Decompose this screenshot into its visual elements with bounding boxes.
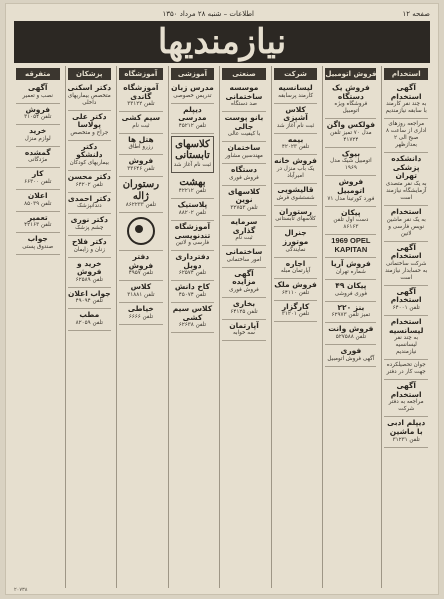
classified-ad: [16, 82, 60, 104]
classified-ad: [171, 303, 215, 333]
classified-ad: [222, 142, 266, 164]
ad-body: رزرو اطاق: [128, 144, 154, 151]
logo-icon: [127, 217, 155, 245]
ad-title: دکتر نوری: [70, 215, 108, 225]
ad-title: 1969 OPEL KAPITAN: [331, 236, 371, 254]
ad-title: فروش اتومبیل: [337, 177, 365, 196]
ad-title: دیپلم مدرسی: [178, 104, 207, 123]
ad-title: سیم کشی: [121, 113, 161, 123]
ad-title: موسسه ساختمانی: [225, 83, 263, 101]
ad-title: دفتر فروش: [128, 252, 154, 270]
classified-ad: [325, 119, 376, 148]
classified-ad: [384, 82, 428, 119]
ad-title: رستوران ژاله: [122, 179, 160, 202]
classified-ad: [325, 280, 376, 302]
ad-title: فوری: [340, 345, 362, 355]
classified-ad: [384, 286, 428, 316]
ad-body: نصب و تعمیر: [22, 92, 53, 99]
ad-title: رستوران: [279, 206, 312, 216]
ad-body: تلفن ۴۵۰۷۴: [178, 292, 207, 299]
ad-body: به چند نفر لیسانسیه نیازمندیم: [394, 335, 419, 356]
classified-ad: [325, 345, 376, 367]
classified-ad: [222, 112, 266, 142]
ad-body: لوازم منزل: [24, 135, 51, 142]
ad-body: به یک نفر متصدی آزمایشگاه نیازمند است: [385, 181, 427, 201]
classified-ad: [16, 168, 60, 190]
ad-title: فروش آریا: [331, 259, 371, 269]
ad-body: ثبت نام آغاز شد: [173, 161, 212, 168]
ad-body: جراح و متخصص: [70, 129, 109, 136]
ad-body: بیماریهای کودکان: [69, 160, 109, 167]
classified-columns: [14, 66, 430, 588]
ad-body: تلفن ۶۲۵۸۹: [75, 276, 103, 283]
classified-ad: [68, 141, 112, 171]
ad-body: فروشگاه ویژه اتومبیل: [334, 101, 368, 115]
classified-ad: [68, 171, 112, 193]
classified-ad: [16, 212, 60, 234]
ad-title: کلاس آشپزی: [283, 104, 308, 123]
column-header: آموزشی: [171, 68, 215, 80]
classified-ad: [325, 258, 376, 280]
classified-ad: [119, 303, 163, 325]
ad-title: آموزشگاه گاندی: [123, 83, 159, 101]
ad-title: جواب: [27, 234, 48, 244]
classified-ad: [384, 153, 428, 206]
classified-ad: [222, 82, 266, 112]
ad-body: زنان و زایمان: [73, 246, 105, 253]
classified-ad: [274, 258, 318, 280]
classified-ad: [119, 155, 163, 177]
ad-title: فروش: [25, 104, 51, 114]
ad-body: تلفن ۶۶۶۶: [128, 313, 154, 320]
ad-title: آگهی استخدام: [390, 381, 422, 399]
ad-body: دندانپزشک: [77, 203, 102, 210]
column-header: پزشکان: [68, 68, 112, 80]
classified-ad: [384, 119, 428, 153]
ad-title: دکتر محسن: [67, 172, 111, 182]
classified-ad: [274, 184, 318, 206]
classified-ad: [274, 134, 318, 156]
ad-title: دکتر اسکنی: [67, 83, 112, 92]
ad-title: اجاره: [285, 258, 306, 268]
ad-title: دیپلم ادبی با ماشین: [387, 418, 426, 437]
classified-ad: [171, 104, 215, 134]
ad-body: تلفن ۶۴۱۱۰: [281, 289, 310, 296]
ad-body: تلفن ۶۴۲۰۲: [75, 181, 103, 188]
classified-ad: [222, 164, 266, 186]
ad-title: آگهی استخدام: [390, 286, 422, 305]
classified-ad: [171, 136, 215, 173]
ad-body: تلفن ۳۱۲۳۱: [392, 436, 420, 443]
classified-ad: [119, 112, 163, 134]
classified-ad: [222, 268, 266, 298]
page-header-line: [14, 8, 430, 20]
ad-title: بهشت: [179, 176, 206, 188]
ad-title: بیوک: [341, 148, 361, 158]
classified-ad: [222, 298, 266, 320]
ad-body: آگهی فروش اتومبیل: [327, 355, 375, 362]
classified-ad: [325, 235, 376, 258]
classified-ad: [68, 82, 112, 111]
ad-title: هتل ها: [128, 134, 154, 144]
ad-title: بنز ۲۲۰: [337, 302, 365, 312]
ad-title: قالیشویی: [277, 185, 314, 195]
classified-ad: [325, 82, 376, 119]
classified-ad: [16, 190, 60, 212]
classified-ad: [68, 288, 112, 310]
classified-ad: [16, 104, 60, 126]
ad-body: مژدگانی: [28, 157, 48, 164]
column-2: [322, 66, 378, 588]
ad-body: صد دستگاه: [230, 101, 258, 108]
classified-ad: [325, 207, 376, 236]
classified-ad: [384, 316, 428, 360]
ad-title: آگهی مزایده: [232, 268, 256, 287]
ad-title: فولکس واگن: [326, 120, 376, 130]
ad-body: تلفن ۳۱۰۵۴: [24, 114, 52, 121]
ad-title: گمشده: [24, 147, 51, 157]
ad-title: ساختمانی: [225, 247, 263, 257]
classified-ad: [68, 309, 112, 331]
column-8: [14, 66, 62, 588]
ad-body: جوان تحصیلکرده جهت کار در دفتر: [386, 362, 426, 376]
ad-body: یک باب منزل در امیرآباد: [276, 166, 315, 180]
classified-ad: [384, 242, 428, 286]
ad-body: تلفن ۸۸۲۰۲: [178, 209, 207, 216]
ad-body: صندوق پستی: [22, 243, 54, 250]
ad-title: پیکان ۴۹: [335, 281, 367, 291]
ad-title: آگهی استخدام: [390, 242, 422, 261]
ad-title: بیمه: [287, 134, 304, 144]
ad-title: دانشکده پزشکی تهران: [391, 154, 422, 181]
ad-body: مراجعه به دفتر شرکت: [388, 399, 424, 413]
classified-ad: [68, 193, 112, 215]
date-line: اطلاعات – شنبه ۲۸ مرداد ۱۳۵۰: [162, 10, 254, 18]
ad-title: دکتر دلنشکو: [76, 141, 103, 160]
ad-body: ثبت نام: [235, 235, 253, 242]
ad-title: آموزشگاه تندنویسی: [174, 221, 211, 240]
ad-title: استخدام: [390, 206, 422, 216]
ad-title: دکتر احمدی: [67, 193, 111, 203]
ad-body: تلفن ۸۵۰۳۹: [24, 200, 52, 207]
classified-ad: [274, 279, 318, 301]
ad-body: به چند نفر کارمند با سابقه نیازمندیم: [385, 101, 427, 115]
classified-ad: [325, 302, 376, 324]
classified-ad: [274, 82, 318, 104]
masthead: نیازمندیها: [14, 21, 430, 63]
ad-body: فروش فوری: [229, 287, 259, 294]
column-header: استخدام: [384, 68, 428, 80]
ad-title: آپارتمان: [229, 320, 259, 330]
ad-title: کلاس سیم کشی: [172, 304, 213, 322]
column-header: متفرقه: [16, 68, 60, 80]
classified-ad: [384, 360, 428, 380]
classified-ad: [68, 236, 112, 258]
ad-title: کلاسهای تابستانی: [175, 138, 210, 162]
ad-title: کار: [31, 169, 44, 179]
classified-ad: [274, 301, 318, 323]
ad-title: استخدام لیسانسیه: [389, 317, 424, 335]
column-header: شرکت: [274, 68, 318, 80]
ad-body: تدریس خصوصی: [173, 92, 212, 99]
ad-body: نمایندگی: [285, 246, 306, 253]
ad-title: دکتر فلاح: [72, 236, 107, 246]
column-7: [65, 66, 114, 588]
ad-title: دستگاه: [231, 165, 257, 175]
column-3: [271, 66, 320, 588]
column-5: [168, 66, 217, 588]
classified-ad: [222, 320, 266, 342]
ad-body: اتومبیل شیک مدل ۱۹۶۹: [330, 158, 372, 172]
ad-body: تلفن ۴۵۲۱۲: [178, 122, 207, 129]
ad-title: خرید: [29, 126, 47, 136]
ad-body: به یک نفر ماشین نویس فارسی و لاتین: [386, 216, 426, 237]
classified-ad: [119, 82, 163, 112]
ad-title: مطب: [79, 310, 100, 320]
column-header: آموزشگاه: [119, 68, 163, 80]
ad-body: با کیفیت عالی: [227, 131, 261, 138]
ad-body: تلفن ۳۲۷۵۳: [230, 204, 258, 211]
ad-body: تلفن ۶۴۱۲۵: [230, 308, 258, 315]
ad-body: فروش فوری: [229, 174, 259, 181]
ad-title: اعلان: [27, 191, 48, 201]
ad-body: متخصص بیماریهای داخلی: [67, 92, 111, 106]
ad-body: فورد کورتینا مدل ۷۱: [327, 195, 375, 202]
classified-ad: [68, 111, 112, 141]
classified-ad: [222, 246, 266, 268]
classified-ad: [384, 380, 428, 417]
ad-title: کلاسهای نوین: [227, 186, 261, 205]
ad-body: تلفن ۸۲۰۵۹: [75, 319, 103, 326]
column-header: صنعتی: [222, 68, 266, 80]
ad-title: فروش ملک: [274, 280, 317, 290]
ad-title: ساختمان: [227, 143, 261, 153]
ad-title: فروش: [128, 156, 154, 166]
ad-title: سرمایه گذاری: [230, 216, 258, 235]
ad-title: خرید و فروش: [77, 258, 102, 277]
ad-body: تلفن ۳۳۱۲۲: [127, 101, 155, 108]
ad-title: مدرس زبان: [171, 83, 214, 92]
footer-text: ۲۰۷۳۸: [14, 587, 28, 593]
classified-ad: [222, 216, 266, 246]
classified-ad: [119, 251, 163, 281]
ad-title: لیسانسیه: [278, 83, 313, 92]
ad-title: دکتر علی پولاسا: [72, 111, 107, 130]
ad-body: فوری فروشی: [334, 290, 367, 297]
ad-body: دست اول تلفن ۸۶۱۶۳: [333, 217, 369, 231]
ad-body: تلفن ۵۲۷۵۸۸: [335, 333, 367, 340]
column-4: [219, 66, 268, 588]
ad-title: تعمیر: [27, 212, 48, 222]
ad-body: کارمند پرسابقه: [278, 92, 313, 99]
ad-body: ثبت نام آغاز شد: [276, 122, 315, 129]
column-6: [116, 66, 165, 588]
ad-title: خیاطی: [127, 303, 154, 313]
ad-body: تلفن ۴۲۲۱۲: [178, 188, 207, 195]
ad-body: مهندسین مشاور: [225, 153, 263, 160]
classified-ad: [325, 176, 376, 206]
ad-body: آپارتمان مبله: [280, 268, 311, 275]
classified-ad: [171, 199, 215, 221]
ad-body: شستشوی فرش: [276, 194, 315, 201]
ad-title: بانو پوست جالی: [224, 113, 264, 131]
ad-body: تلفن ۴۹۰۹۴: [75, 298, 103, 305]
ad-body: تلفن ۶۲۵۷۴: [178, 270, 207, 277]
ad-title: آگهی: [27, 83, 48, 92]
classified-ad: [171, 82, 215, 104]
classified-ad: [16, 125, 60, 147]
ad-body: تلفن ۶۶۳۰۰: [24, 179, 52, 186]
ad-title: کلاس: [130, 282, 152, 292]
ad-body: سه خوابه: [233, 330, 255, 337]
ad-title: پیکان: [341, 207, 361, 217]
classified-ad: [171, 221, 215, 251]
classified-ad: [325, 148, 376, 177]
ad-body: تلفن ۶۲۶۳۸: [178, 322, 207, 329]
ad-body: تمیز تلفن ۶۲۹۷۳: [331, 312, 371, 319]
classified-ad: [171, 175, 215, 199]
page-number: صفحه ۱۲: [402, 10, 430, 18]
ad-body: تلفن ۳۳۶۴۶: [127, 166, 155, 173]
ad-title: فروش وانت: [328, 324, 374, 334]
ad-title: جنرال موتورز: [282, 228, 309, 246]
classified-ad: [119, 281, 163, 303]
ad-body: امور ساختمانی: [226, 256, 262, 263]
classified-ad: [119, 213, 163, 251]
ad-body: شرکت ساختمانی به حسابدار نیازمند است: [385, 260, 428, 281]
ad-body: چشم پزشک: [75, 224, 104, 231]
ad-body: تلفن ۴۲۱۶۳: [24, 222, 52, 229]
ad-body: ثبت نام: [132, 122, 150, 129]
ad-title: جواب اعلان: [67, 288, 111, 298]
newspaper-page: [6, 4, 438, 594]
ad-body: مدل ۷۰ تمیز تلفن ۴۱۷۲۴: [330, 129, 372, 143]
classified-ad: [68, 258, 112, 288]
classified-ad: [274, 227, 318, 257]
ad-title: کارگزار: [281, 301, 310, 311]
ad-title: کاخ دانش: [174, 282, 210, 292]
column-1: [381, 66, 430, 588]
ad-title: فروش یک دستگاه: [332, 83, 370, 101]
ad-title: آگهی استخدام: [390, 83, 422, 101]
ad-title: بخاری: [232, 299, 256, 308]
classified-ad: [171, 281, 215, 303]
ad-body: تلفن ۸۶۲۲۳۳: [125, 202, 157, 209]
ad-body: شماره تهران: [335, 269, 366, 276]
classified-ad: [274, 206, 318, 228]
ad-title: پلاستیک: [177, 200, 208, 210]
column-header: فروش اتومبیل: [325, 70, 377, 78]
ad-body: تلفن ۴۹۵۷: [128, 270, 154, 277]
classified-ad: [274, 155, 318, 184]
classified-ad: [171, 251, 215, 281]
classified-ad: [325, 323, 376, 345]
ad-body: کلاسهای تابستانی: [275, 216, 316, 223]
classified-ad: [16, 147, 60, 169]
classified-ad: [16, 233, 60, 255]
ad-title: فروش خانه: [274, 156, 317, 166]
classified-ad: [384, 206, 428, 242]
ad-body: تلفن ۶۴۰۰۱: [392, 305, 420, 312]
classified-ad: [274, 104, 318, 134]
classified-ad: [119, 134, 163, 156]
classified-ad: [119, 177, 163, 213]
ad-title: دفترداری دوبل: [175, 252, 210, 270]
classified-ad: [384, 417, 428, 447]
classified-ad: [68, 214, 112, 236]
ad-body: فارسی و لاتین: [175, 240, 210, 247]
ad-body: مراجعه روزهای اداری از ساعت ۸ صبح الی ۲ بعدازظهر: [385, 121, 427, 149]
ad-body: تلفن ۳۱۲۰۱: [281, 311, 310, 318]
classified-ad: [222, 186, 266, 216]
ad-body: تلفن ۳۱۸۸۱: [127, 291, 155, 298]
ad-body: تلفن ۴۲۰۲۳: [281, 144, 310, 151]
